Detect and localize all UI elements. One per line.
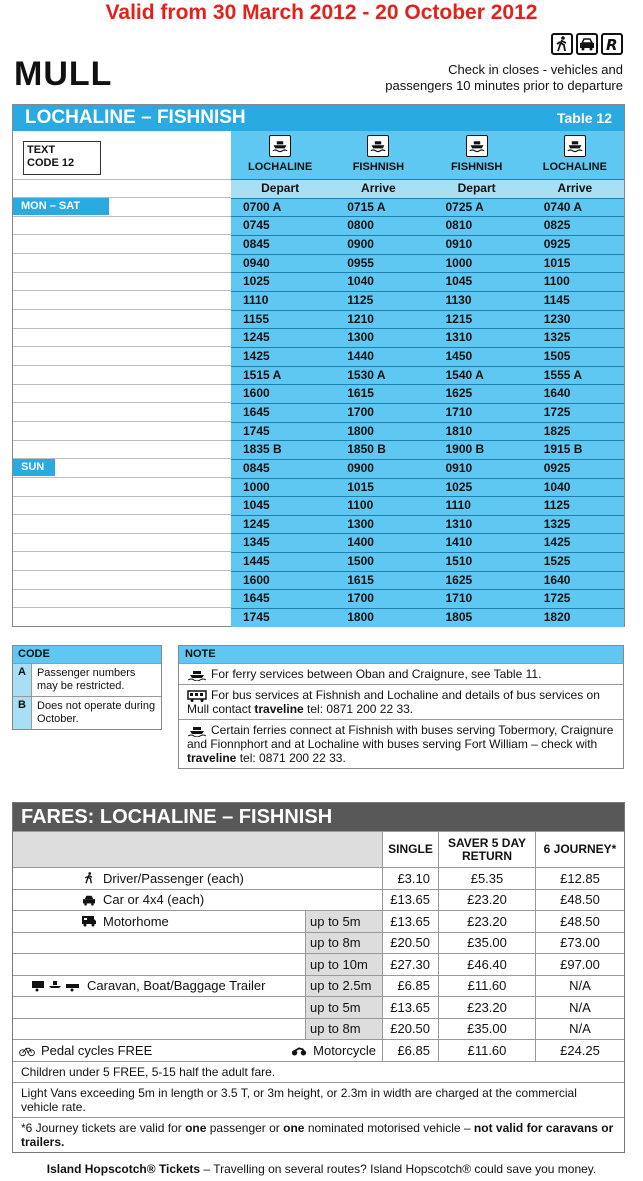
time-cell: 1615: [347, 572, 374, 587]
time-cell: 1310: [445, 330, 473, 345]
table-row: [231, 198, 624, 217]
table-row: [231, 422, 624, 441]
time-cell: 0810: [445, 218, 473, 233]
ferry-icon: [187, 725, 207, 737]
time-cell: 1015: [543, 255, 571, 270]
service-icons: [551, 33, 623, 55]
ferry-icon: [269, 135, 291, 157]
six-journey-note: *6 Journey tickets are valid for one passenger or one nominated motorised vehicle – not valid for caravans or trailers.: [13, 1117, 624, 1152]
subheader-cell: Arrive: [361, 181, 396, 195]
table-number: Table 12: [557, 110, 612, 126]
time-cell: 1210: [347, 311, 374, 326]
ferry-icon: [466, 135, 488, 157]
time-cell: 1000: [445, 255, 473, 270]
table-row: [231, 384, 624, 403]
time-cell: 1725: [543, 404, 571, 419]
table-row: [231, 515, 624, 534]
time-cell: 1745: [243, 423, 270, 438]
time-cell: 1100: [543, 274, 570, 289]
time-cell: 1155: [243, 311, 270, 326]
time-cell: 1130: [445, 292, 472, 307]
code-title: CODE: [13, 646, 161, 663]
time-cell: 1040: [543, 479, 571, 494]
fares-table: [12, 802, 625, 1153]
time-cell: 1700: [347, 404, 374, 419]
time-cell: 1450: [445, 348, 473, 363]
timetable-left-column: [13, 131, 231, 626]
fares-header-row: SINGLE SAVER 5 DAY RETURN 6 JOURNEY*: [13, 831, 624, 867]
time-cell: 0900: [347, 236, 374, 251]
table-row: [231, 310, 624, 329]
time-cell: 1125: [347, 292, 374, 307]
table-row: [231, 478, 624, 497]
timetable: [12, 104, 625, 627]
time-cell: 1810: [445, 423, 473, 438]
table-row: [231, 608, 624, 627]
time-cell: 0925: [543, 236, 571, 251]
fare-row-caravan: Caravan, Boat/Baggage Trailer up to 2.5m £6.85 £11.60 N/A: [13, 975, 624, 997]
table-row: [231, 272, 624, 291]
time-cell: 1915 B: [543, 442, 583, 457]
time-cell: 0925: [543, 460, 571, 475]
reservation-icon: [601, 33, 623, 55]
time-cell: 1625: [445, 572, 473, 587]
code-item: A Passenger numbers may be restricted.: [13, 663, 161, 696]
time-cell: 1110: [445, 498, 471, 513]
time-cell: 1555 A: [543, 367, 582, 382]
notes-box: [178, 645, 624, 769]
time-cell: 1800: [347, 610, 374, 625]
time-cell: 0900: [347, 460, 374, 475]
time-cell: 1530 A: [347, 367, 386, 382]
time-cell: 1525: [543, 554, 571, 569]
text-code-box: TEXT CODE 12: [23, 141, 101, 175]
time-cell: 1015: [347, 479, 374, 494]
vans-note: Light Vans exceeding 5m in length or 3.5 T, or 3m height, or 2.3m in width are charged at the commercial vehicle rate.: [13, 1082, 624, 1117]
time-cell: 1325: [543, 516, 571, 531]
checkin-notice: Check in closes - vehicles and passengers 10 minutes prior to departure: [385, 62, 623, 93]
table-row: [231, 496, 624, 515]
time-cell: 1850 B: [347, 442, 386, 457]
hopscotch-footer: Island Hopscotch® Tickets – Travelling on several routes? Island Hopscotch® could save you money.: [46, 1162, 597, 1176]
time-cell: 1425: [243, 348, 270, 363]
table-row: [231, 291, 624, 310]
table-row: [231, 440, 624, 459]
time-cell: 0910: [445, 460, 473, 475]
subheader-cell: Arrive: [557, 181, 593, 195]
time-cell: 1445: [243, 554, 270, 569]
bicycle-icon: [19, 1045, 35, 1057]
table-row: [231, 571, 624, 590]
time-cell: 1625: [445, 386, 473, 401]
time-cell: 1145: [543, 292, 570, 307]
time-cell: 0725 A: [445, 199, 484, 214]
time-cell: 1100: [347, 498, 374, 513]
time-cell: 1025: [445, 479, 473, 494]
motorhome-icon: [81, 915, 97, 927]
car-icon: [576, 33, 598, 55]
day-label: MON – SAT: [13, 198, 109, 215]
table-row: [231, 403, 624, 422]
ferry-icon: [367, 135, 389, 157]
code-legend: [12, 645, 162, 730]
time-cell: 1110: [243, 292, 269, 307]
time-cell: 1900 B: [445, 442, 485, 457]
note-title: NOTE: [179, 646, 623, 663]
code-item: B Does not operate during October.: [13, 696, 161, 729]
table-row: [231, 459, 624, 478]
time-cell: 1505: [543, 348, 571, 363]
column-header: FISHNISH: [329, 131, 427, 179]
time-cell: 1645: [243, 404, 270, 419]
fares-title: FARES: LOCHALINE – FISHNISH: [13, 803, 624, 831]
time-cell: 0955: [347, 255, 374, 270]
time-cell: 1820: [543, 610, 571, 625]
time-cell: 1410: [445, 535, 473, 550]
time-cell: 0715 A: [347, 199, 386, 214]
time-cell: 1245: [243, 516, 270, 531]
time-cell: 0800: [347, 218, 374, 233]
timetable-times: [231, 131, 624, 627]
time-cell: 1230: [543, 311, 571, 326]
time-cell: 0700 A: [243, 199, 282, 214]
walking-icon: [81, 872, 97, 884]
svg-text:R: R: [606, 36, 618, 52]
time-cell: 0910: [445, 236, 473, 251]
fare-row-caravan: up to 8m £20.50 £35.00 N/A: [13, 1018, 624, 1040]
time-cell: 1300: [347, 330, 374, 345]
time-cell: 0845: [243, 460, 270, 475]
time-cell: 1825: [543, 423, 571, 438]
time-cell: 1045: [243, 498, 270, 513]
column-header: LOCHALINE: [231, 131, 329, 179]
time-cell: 0825: [543, 218, 571, 233]
time-cell: 1745: [243, 610, 270, 625]
time-cell: 0940: [243, 255, 270, 270]
subheader-cell: Depart: [457, 181, 496, 195]
car-icon: [81, 894, 97, 906]
motorcycle-icon: [291, 1045, 307, 1057]
fare-row-cycles: Pedal cycles FREE Motorcycle £6.85 £11.60 £24.25: [13, 1039, 624, 1061]
time-cell: 1440: [347, 348, 374, 363]
route-title: LOCHALINE – FISHNISH: [25, 107, 246, 128]
time-cell: 1640: [543, 386, 571, 401]
time-cell: 0745: [243, 218, 270, 233]
time-cell: 1835 B: [243, 442, 282, 457]
table-row: [231, 533, 624, 552]
subheader-cell: Depart: [261, 181, 300, 195]
note-bus: For bus services at Fishnish and Lochaline and details of bus services on Mull contact traveline tel: 0871 200 22 33.: [179, 684, 623, 719]
time-cell: 1600: [243, 386, 270, 401]
time-cell: 0845: [243, 236, 270, 251]
ferry-icon: [564, 135, 586, 157]
time-cell: 1710: [445, 404, 473, 419]
time-cell: 1615: [347, 386, 374, 401]
table-row: [231, 366, 624, 385]
time-cell: 1600: [243, 572, 270, 587]
day-label: SUN: [13, 459, 55, 476]
bus-icon: [187, 690, 207, 702]
time-cell: 1125: [543, 498, 570, 513]
time-cell: 1510: [445, 554, 473, 569]
table-row: [231, 254, 624, 273]
fare-row-driver: Driver/Passenger (each) £3.10 £5.35 £12.85: [13, 867, 624, 889]
time-cell: 1515 A: [243, 367, 282, 382]
time-cell: 1710: [445, 591, 473, 606]
table-row: [231, 589, 624, 608]
time-cell: 1040: [347, 274, 374, 289]
time-cell: 1540 A: [445, 367, 484, 382]
time-cell: 1800: [347, 423, 374, 438]
ferry-icon: [187, 669, 207, 681]
time-cell: 1425: [543, 535, 571, 550]
fare-row-motorhome: up to 8m £20.50 £35.00 £73.00: [13, 932, 624, 954]
fare-row-caravan: up to 5m £13.65 £23.20 N/A: [13, 996, 624, 1018]
time-cell: 1325: [543, 330, 571, 345]
table-row: [231, 328, 624, 347]
column-header: LOCHALINE: [526, 131, 624, 179]
time-cell: 1805: [445, 610, 473, 625]
time-cell: 1700: [347, 591, 374, 606]
fare-row-car: Car or 4x4 (each) £13.65 £23.20 £48.50: [13, 889, 624, 911]
valid-dates: Valid from 30 March 2012 - 20 October 2012: [105, 1, 538, 24]
time-cell: 1345: [243, 535, 270, 550]
note-ferry: For ferry services between Oban and Craignure, see Table 11.: [179, 663, 623, 684]
time-cell: 1300: [347, 516, 374, 531]
timetable-header: [13, 105, 624, 131]
time-cell: 1725: [543, 591, 571, 606]
table-row: [231, 235, 624, 254]
region-title: MULL: [14, 55, 113, 93]
walking-icon: [551, 33, 573, 55]
time-cell: 1400: [347, 535, 374, 550]
time-cell: 1245: [243, 330, 270, 345]
time-cell: 0740 A: [543, 199, 582, 214]
time-cell: 1310: [445, 516, 473, 531]
fare-row-motorhome: up to 10m £27.30 £46.40 £97.00: [13, 953, 624, 975]
table-row: [231, 552, 624, 571]
table-row: [231, 347, 624, 366]
time-cell: 1640: [543, 572, 571, 587]
time-cell: 1215: [445, 311, 473, 326]
time-cell: 1500: [347, 554, 374, 569]
note-connections: Certain ferries connect at Fishnish with buses serving Tobermory, Craignure and Fionnphort and at Lochaline with buses serving Fort William – check with traveline tel: 0871 200 22 33.: [179, 719, 623, 768]
time-cell: 1000: [243, 479, 270, 494]
fare-row-motorhome: Motorhome up to 5m £13.65 £23.20 £48.50: [13, 910, 624, 932]
time-cell: 1645: [243, 591, 270, 606]
time-cell: 1045: [445, 274, 473, 289]
column-header: FISHNISH: [428, 131, 526, 179]
time-cell: 1025: [243, 274, 270, 289]
children-note: Children under 5 FREE, 5-15 half the adult fare.: [13, 1061, 624, 1082]
caravan-trailer-icon: [31, 980, 81, 992]
table-row: [231, 216, 624, 235]
